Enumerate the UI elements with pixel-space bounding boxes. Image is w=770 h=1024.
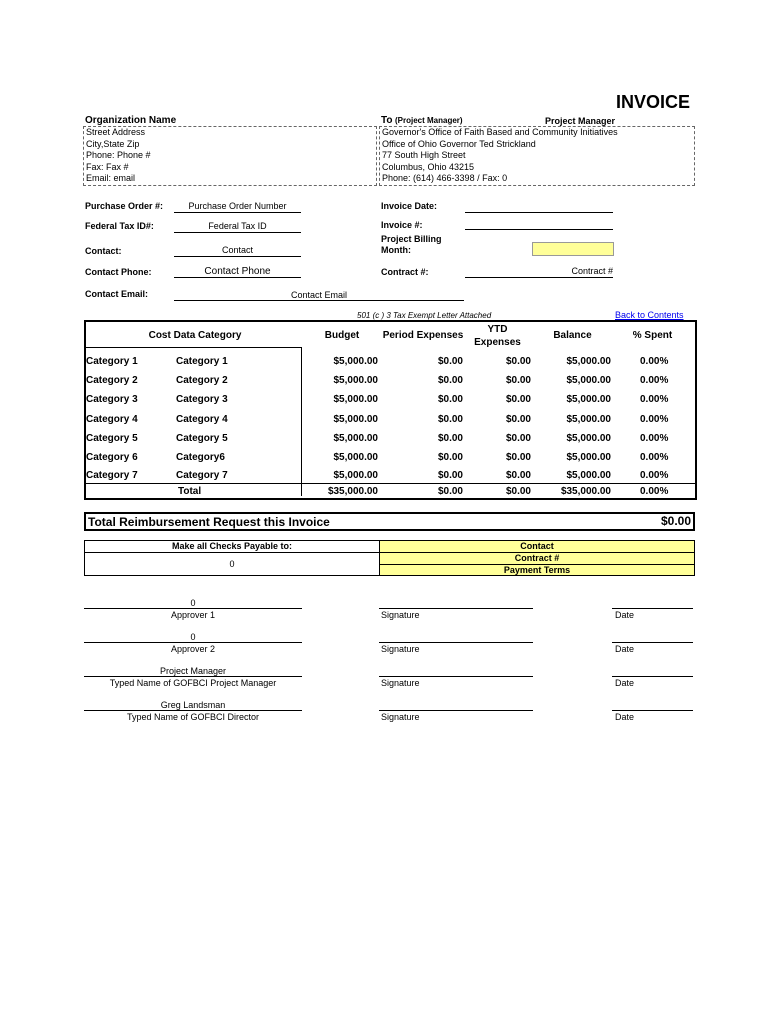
row-spent: 0.00% bbox=[640, 394, 669, 405]
signer-name: Approver 1 bbox=[170, 610, 216, 620]
row-spent: 0.00% bbox=[640, 470, 669, 481]
row-period: $0.00 bbox=[437, 375, 463, 386]
row-spent: 0.00% bbox=[640, 452, 669, 463]
email-field[interactable]: Contact Email bbox=[174, 290, 464, 301]
row-category-name: Category6 bbox=[176, 452, 225, 463]
row-category-name: Category 7 bbox=[176, 470, 228, 481]
row-category-name: Category 1 bbox=[176, 356, 228, 367]
date-label: Date bbox=[615, 712, 635, 722]
signature-line[interactable] bbox=[379, 676, 533, 677]
row-spent: 0.00% bbox=[640, 433, 669, 444]
signer-line[interactable] bbox=[84, 608, 302, 609]
reimbursement-label: Total Reimbursement Request this Invoice bbox=[88, 515, 330, 529]
org-line: Fax: Fax # bbox=[86, 161, 129, 172]
invoice-number-field[interactable] bbox=[465, 218, 613, 230]
date-label: Date bbox=[615, 610, 635, 620]
row-ytd: $0.00 bbox=[505, 470, 531, 481]
to-heading bbox=[381, 115, 463, 126]
header-balance: Balance bbox=[553, 330, 592, 341]
signature-label: Signature bbox=[381, 678, 420, 688]
to-line: Phone: (614) 466-3398 / Fax: 0 bbox=[382, 173, 508, 183]
row-category-name: Category 5 bbox=[176, 433, 228, 444]
date-line[interactable] bbox=[612, 642, 693, 643]
billing-month-field[interactable] bbox=[532, 242, 614, 256]
row-balance: $5,000.00 bbox=[566, 394, 611, 405]
contact-field[interactable]: Contact bbox=[174, 245, 301, 257]
header-ytd-2: Expenses bbox=[474, 337, 521, 348]
row-budget: $5,000.00 bbox=[333, 433, 378, 444]
row-balance: $5,000.00 bbox=[566, 452, 611, 463]
row-category: Category 3 bbox=[86, 394, 138, 405]
row-period: $0.00 bbox=[437, 414, 463, 425]
row-ytd: $0.00 bbox=[505, 394, 531, 405]
reimbursement-amount: $0.00 bbox=[660, 514, 691, 528]
row-budget: $5,000.00 bbox=[333, 414, 378, 425]
row-category: Category 1 bbox=[86, 356, 138, 367]
date-line[interactable] bbox=[612, 608, 693, 609]
tax-field[interactable]: Federal Tax ID bbox=[174, 221, 301, 233]
total-period: $0.00 bbox=[437, 486, 463, 497]
payable-box bbox=[84, 540, 380, 576]
signature-label: Signature bbox=[381, 644, 420, 654]
row-ytd: $0.00 bbox=[505, 356, 531, 367]
row-category-name: Category 4 bbox=[176, 414, 228, 425]
org-line: Phone: Phone # bbox=[86, 150, 151, 160]
invoice-title: INVOICE bbox=[615, 92, 690, 112]
row-ytd: $0.00 bbox=[505, 375, 531, 386]
signer-line[interactable] bbox=[84, 642, 302, 643]
row-budget: $5,000.00 bbox=[333, 394, 378, 405]
po-label: Purchase Order #: bbox=[85, 201, 164, 211]
billing-month-label bbox=[381, 234, 442, 256]
header-ytd bbox=[470, 323, 525, 349]
to-sub: (Project Manager) bbox=[395, 116, 463, 125]
project-manager-heading: Project Manager bbox=[545, 116, 616, 126]
row-budget: $5,000.00 bbox=[333, 375, 378, 386]
date-line[interactable] bbox=[612, 710, 693, 711]
phone-label: Contact Phone: bbox=[85, 267, 152, 277]
org-line: City,State Zip bbox=[86, 138, 140, 149]
to-label: To bbox=[381, 115, 393, 126]
row-period: $0.00 bbox=[437, 470, 463, 481]
date-line[interactable] bbox=[612, 676, 693, 677]
row-spent: 0.00% bbox=[640, 375, 669, 386]
invoice-date-label: Invoice Date: bbox=[381, 201, 438, 211]
payable-label: Make all Checks Payable to: bbox=[85, 541, 379, 553]
payable-terms[interactable]: Payment Terms bbox=[503, 565, 571, 575]
invoice-number-label: Invoice #: bbox=[381, 220, 423, 230]
reimbursement-box bbox=[84, 512, 695, 531]
signer-line[interactable] bbox=[84, 710, 302, 711]
signature-label: Signature bbox=[381, 610, 420, 620]
signature-line[interactable] bbox=[379, 642, 533, 643]
total-balance: $35,000.00 bbox=[560, 486, 611, 497]
org-address-box bbox=[83, 126, 377, 186]
signer-top: Project Manager bbox=[159, 666, 227, 676]
invoice-date-field[interactable] bbox=[465, 201, 613, 213]
total-ytd: $0.00 bbox=[505, 486, 531, 497]
payable-value: 0 bbox=[229, 559, 235, 569]
payable-contract[interactable]: Contract # bbox=[380, 553, 694, 565]
row-balance: $5,000.00 bbox=[566, 433, 611, 444]
cost-table-total-rule bbox=[84, 483, 695, 484]
payable-details bbox=[379, 540, 695, 576]
row-balance: $5,000.00 bbox=[566, 356, 611, 367]
contact-label: Contact: bbox=[85, 246, 122, 256]
row-period: $0.00 bbox=[437, 394, 463, 405]
signature-line[interactable] bbox=[379, 608, 533, 609]
header-percent-spent: % Spent bbox=[632, 330, 673, 341]
signer-top: 0 bbox=[190, 598, 196, 608]
row-category: Category 6 bbox=[86, 452, 138, 463]
to-address-box bbox=[379, 126, 695, 186]
row-category: Category 4 bbox=[86, 414, 138, 425]
row-budget: $5,000.00 bbox=[333, 470, 378, 481]
total-label: Total bbox=[178, 486, 202, 497]
row-balance: $5,000.00 bbox=[566, 414, 611, 425]
tax-exempt-note: 501 (c ) 3 Tax Exempt Letter Attached bbox=[357, 311, 492, 320]
po-field[interactable]: Purchase Order Number bbox=[174, 201, 301, 213]
row-budget: $5,000.00 bbox=[333, 452, 378, 463]
header-period-expenses: Period Expenses bbox=[382, 330, 464, 341]
email-label: Contact Email: bbox=[85, 289, 149, 299]
row-ytd: $0.00 bbox=[505, 414, 531, 425]
signer-name: Typed Name of GOFBCI Project Manager bbox=[109, 678, 277, 688]
to-line: 77 South High Street bbox=[382, 150, 466, 160]
row-spent: 0.00% bbox=[640, 356, 669, 367]
billing-month-label-2: Month: bbox=[381, 245, 411, 255]
signature-label: Signature bbox=[381, 712, 420, 722]
row-budget: $5,000.00 bbox=[333, 356, 378, 367]
signer-top: 0 bbox=[190, 632, 196, 642]
row-category: Category 2 bbox=[86, 375, 138, 386]
date-label: Date bbox=[615, 644, 635, 654]
phone-field[interactable]: Contact Phone bbox=[174, 266, 301, 278]
row-period: $0.00 bbox=[437, 356, 463, 367]
signer-top: Greg Landsman bbox=[160, 700, 226, 710]
signer-name: Approver 2 bbox=[170, 644, 216, 654]
header-ytd-1: YTD bbox=[487, 324, 508, 335]
row-period: $0.00 bbox=[437, 433, 463, 444]
row-spent: 0.00% bbox=[640, 414, 669, 425]
row-ytd: $0.00 bbox=[505, 452, 531, 463]
total-spent: 0.00% bbox=[640, 486, 669, 497]
org-line: Street Address bbox=[86, 127, 146, 137]
org-line: Email: email bbox=[86, 173, 136, 183]
to-line: Office of Ohio Governor Ted Strickland bbox=[382, 138, 536, 149]
signature-line[interactable] bbox=[379, 710, 533, 711]
row-category-name: Category 3 bbox=[176, 394, 228, 405]
contract-field[interactable]: Contract # bbox=[465, 266, 613, 278]
org-heading: Organization Name bbox=[85, 115, 177, 126]
row-ytd: $0.00 bbox=[505, 433, 531, 444]
signer-line[interactable] bbox=[84, 676, 302, 677]
row-balance: $5,000.00 bbox=[566, 375, 611, 386]
signer-name: Typed Name of GOFBCI Director bbox=[126, 712, 260, 722]
header-cost-category: Cost Data Category bbox=[148, 330, 242, 341]
row-category: Category 7 bbox=[86, 470, 138, 481]
cost-table-header-rule bbox=[84, 347, 302, 348]
tax-label: Federal Tax ID#: bbox=[85, 221, 154, 231]
total-budget: $35,000.00 bbox=[327, 486, 378, 497]
date-label: Date bbox=[615, 678, 635, 688]
row-balance: $5,000.00 bbox=[566, 470, 611, 481]
billing-month-label-1: Project Billing bbox=[381, 234, 442, 244]
to-line: Columbus, Ohio 43215 bbox=[382, 161, 475, 172]
to-line: Governor's Office of Faith Based and Community Initiatives bbox=[382, 127, 618, 137]
row-period: $0.00 bbox=[437, 452, 463, 463]
row-category-name: Category 2 bbox=[176, 375, 228, 386]
contract-label: Contract #: bbox=[381, 267, 429, 277]
back-to-contents-link[interactable]: Back to Contents bbox=[615, 310, 684, 320]
payable-contact[interactable]: Contact bbox=[380, 541, 694, 553]
header-budget: Budget bbox=[324, 330, 360, 341]
row-category: Category 5 bbox=[86, 433, 138, 444]
